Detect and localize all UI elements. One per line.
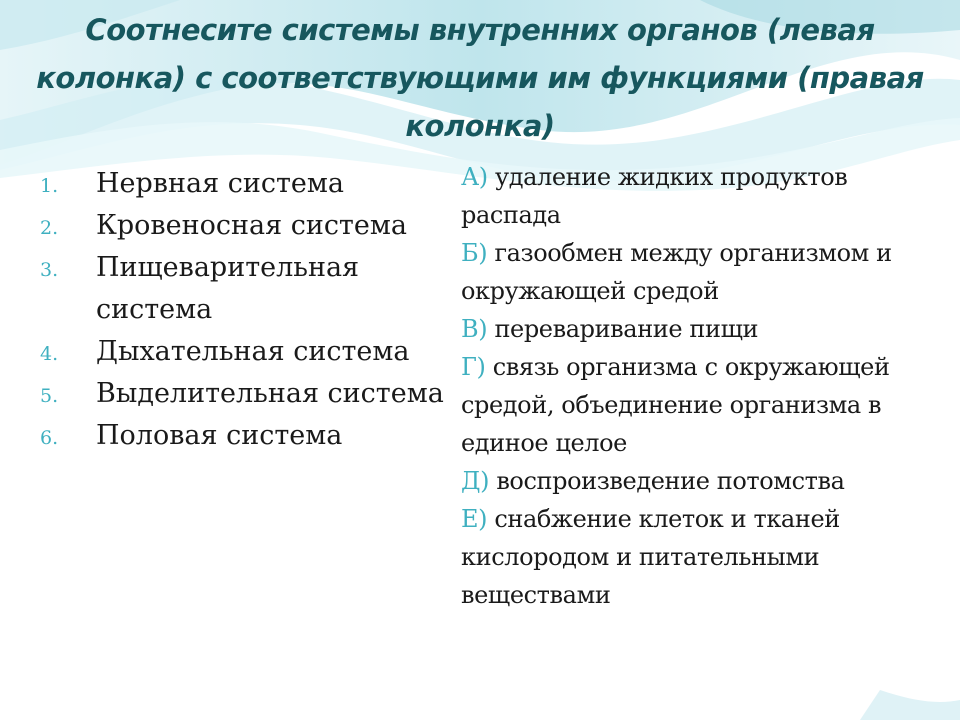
item-number: 6.: [40, 427, 59, 449]
function-letter: В): [461, 315, 488, 343]
item-number: 4.: [40, 343, 59, 365]
function-item: [461, 462, 951, 500]
function-letter: А): [461, 163, 488, 191]
function-letter: Б): [461, 239, 488, 267]
list-item: [40, 163, 460, 205]
item-number: 2.: [40, 217, 59, 239]
function-text: переваривание пищи: [494, 315, 759, 343]
function-item: [461, 500, 951, 614]
function-item: [461, 158, 951, 234]
item-text: Дыхательная система: [96, 336, 410, 367]
item-text: Выделительная система: [96, 378, 444, 409]
item-number: 3.: [40, 259, 59, 281]
list-item: [40, 373, 460, 415]
list-item: [40, 247, 460, 331]
function-text: газообмен между организмом и окружающей средой: [461, 239, 892, 305]
function-item: [461, 348, 951, 462]
functions-list: [461, 158, 951, 614]
function-text: удаление жидких продуктов распада: [461, 163, 848, 229]
list-item: [40, 331, 460, 373]
function-text: воспроизведение потомства: [496, 467, 845, 495]
organ-systems-list: [40, 163, 460, 457]
function-letter: Д): [461, 467, 490, 495]
list-item: [40, 205, 460, 247]
item-text: Половая система: [96, 420, 343, 451]
item-text: Пищеварительная система: [96, 252, 360, 325]
item-number: 1.: [40, 175, 59, 197]
function-letter: Г): [461, 353, 486, 381]
function-letter: Е): [461, 505, 488, 533]
function-item: [461, 234, 951, 310]
list-item: [40, 415, 460, 457]
function-text: связь организма с окружающей средой, объединение организма в единое целое: [461, 353, 890, 457]
slide-title: Соотнесите системы внутренних органов (левая колонка) с соответствующими им функциями (правая колонка): [36, 13, 924, 143]
function-item: [461, 310, 951, 348]
item-text: Кровеносная система: [96, 210, 407, 241]
item-text: Нервная система: [96, 168, 344, 199]
function-text: снабжение клеток и тканей кислородом и питательными веществами: [461, 505, 840, 609]
item-number: 5.: [40, 385, 59, 407]
